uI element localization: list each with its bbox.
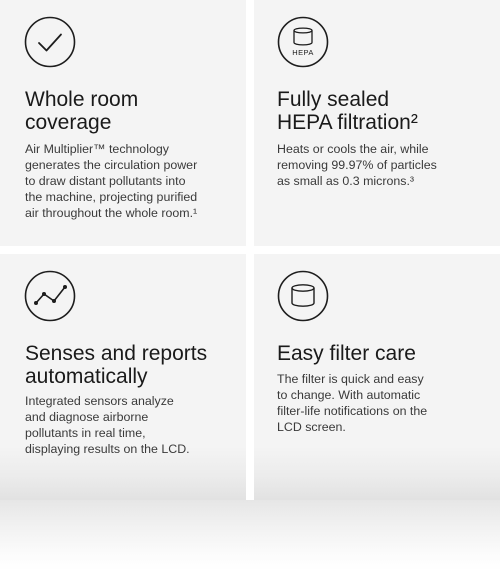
- feature-title: Fully sealed HEPA filtration²: [277, 88, 418, 134]
- feature-card-sensors: [0, 254, 246, 500]
- trend-line-circle-icon: [24, 270, 76, 322]
- feature-title: Senses and reports automatically: [25, 342, 208, 388]
- hepa-filter-icon: [277, 16, 329, 68]
- grid-gutter: [246, 0, 254, 571]
- feature-description: Heats or cools the air, while removing 99.97% of particles as small as 0.3 microns.³: [277, 142, 437, 188]
- feature-title: Easy filter care: [277, 342, 416, 365]
- feature-description: The filter is quick and easy to change. With automatic filter-life notifications on the LCD screen.: [277, 372, 428, 434]
- feature-description: Air Multiplier™ technology generates the circulation power to draw distant pollutants into the machine, projecting purified air throughout the whole room.¹: [25, 142, 198, 220]
- checkmark-circle-icon: [24, 16, 76, 68]
- feature-card-whole-room: [0, 0, 246, 246]
- feature-description: Integrated sensors analyze and diagnose airborne pollutants in real time, displaying results on the LCD.: [25, 394, 190, 456]
- filter-cylinder-icon: [277, 270, 329, 322]
- feature-card-filter-care: [254, 254, 500, 500]
- shelf-shadow: [0, 500, 500, 571]
- hepa-icon-label: HEPA: [292, 48, 314, 57]
- feature-title: Whole room coverage: [25, 88, 139, 134]
- feature-card-hepa: [254, 0, 500, 246]
